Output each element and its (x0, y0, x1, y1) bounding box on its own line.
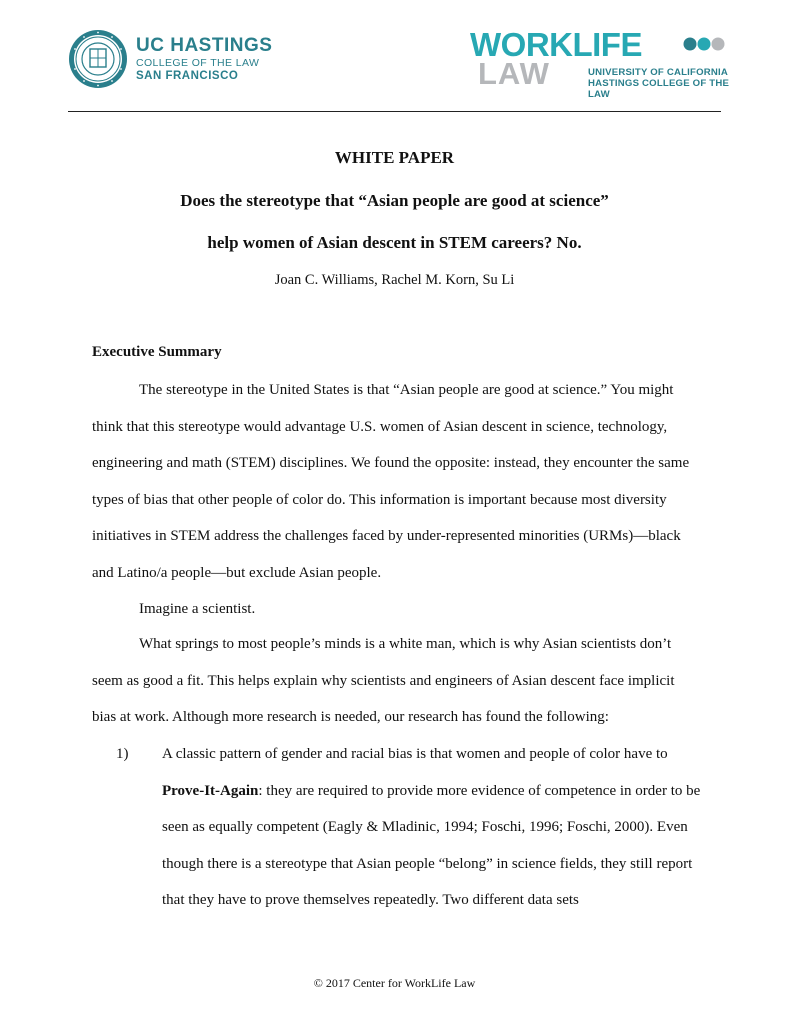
list-item-lead: A classic pattern of gender and racial bias is that women and people of color have to (162, 746, 668, 762)
list-item-text: : they are required to provide more evidence of competence in order to be seen as equally competent (Eagly & Mladinic, 1994; Foschi, 1996; Foschi, 2000). Even though there is a stereotype that Asian people “belong” in science fields, they still report that they have to prove themselves repeatedly. Two different data sets (162, 782, 701, 908)
list-item (162, 736, 706, 919)
worklife-affiliation-line1: UNIVERSITY OF CALIFORNIA (588, 67, 729, 78)
list-item-term: Prove-It-Again (162, 782, 259, 799)
worklife-dots-icon (683, 37, 727, 51)
footer-copyright: © 2017 Center for WorkLife Law (313, 976, 476, 990)
worklife-affiliation (588, 67, 730, 100)
law-wordmark: LAW (478, 56, 550, 91)
list-item-number: 1) (116, 746, 129, 762)
uc-hastings-logo (68, 28, 272, 90)
paragraph-1: The stereotype in the United States is that “Asian people are good at science.” You might think that this stereotype would advantage U.S. women of Asian descent in science, technology, engineering and math (STEM) disciplines. We found the opposite: instead, they encounter the same types of bias that other people of color do. This information is important because most diversity initiatives in STEM address the challenges faced by under-represented minorities (URMs)—black and Latino/a people—but exclude Asian people. (92, 382, 690, 581)
section-heading: Executive Summary (92, 344, 222, 360)
document-label: WHITE PAPER (334, 148, 455, 167)
document-title-line1: Does the stereotype that “Asian people are good at science” (180, 191, 609, 210)
uc-hastings-title: UC HASTINGS (136, 35, 273, 56)
worklife-law-logo (470, 26, 730, 101)
uc-hastings-location: SAN FRANCISCO (136, 69, 239, 82)
authors: Joan C. Williams, Rachel M. Korn, Su Li (274, 272, 515, 288)
worklife-affiliation-line2: HASTINGS COLLEGE OF THE LAW (588, 78, 730, 101)
paragraph-3: What springs to most people’s minds is a white man, which is why Asian scientists don’t seem as good a fit. This helps explain why scientists and engineers of Asian descent face implicit bias at work. Although more research is needed, our research has found the following: (92, 636, 675, 725)
document-title-line2: help women of Asian descent in STEM careers? No. (207, 233, 582, 252)
header-divider (68, 111, 721, 112)
finding-list (116, 736, 706, 919)
uc-hastings-subtitle: COLLEGE OF THE LAW (136, 57, 260, 69)
worklife-wordmark: WORKLIFE (470, 26, 642, 63)
paragraph-2: Imagine a scientist. (139, 601, 256, 617)
uc-hastings-seal-icon (68, 29, 128, 89)
